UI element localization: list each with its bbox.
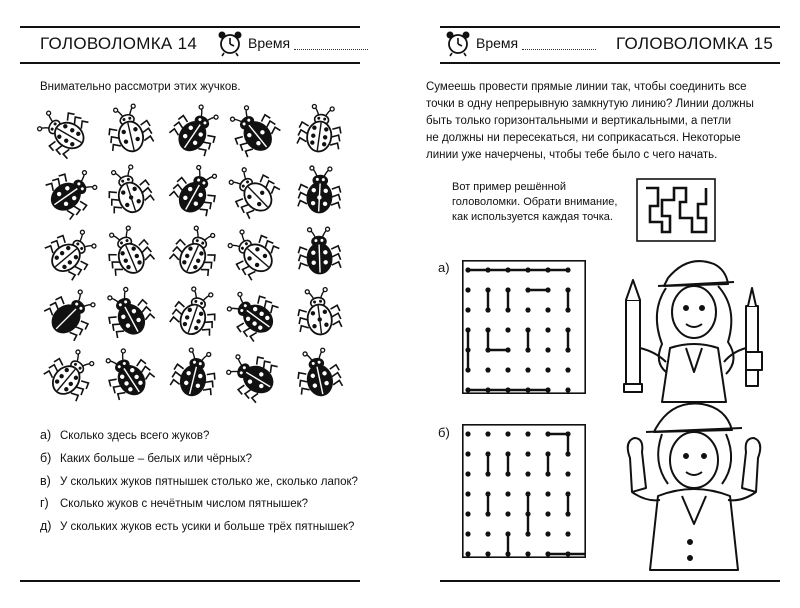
puzzle-dot[interactable] [505, 511, 510, 516]
puzzle-dot[interactable] [485, 307, 490, 312]
ladybug-icon [40, 343, 102, 405]
puzzle-dot[interactable] [565, 387, 570, 392]
bottom-rule [440, 580, 780, 582]
puzzle-dot[interactable] [565, 531, 570, 536]
puzzle-dot[interactable] [565, 347, 570, 352]
puzzle-dot[interactable] [505, 451, 510, 456]
puzzle-dot[interactable] [505, 491, 510, 496]
ladybug-icon [98, 282, 157, 342]
ladybug-icon [168, 283, 223, 340]
puzzle-dot[interactable] [465, 511, 470, 516]
puzzle-dot[interactable] [465, 287, 470, 292]
time-box [216, 29, 376, 57]
time-answer-line[interactable] [294, 49, 368, 50]
puzzle-dot[interactable] [545, 431, 550, 436]
ladybug-icon [295, 286, 342, 337]
puzzle-dot[interactable] [505, 267, 510, 272]
question-a [40, 428, 209, 442]
question-d [40, 496, 308, 510]
question-text: У скольких жуков пятнышек столько же, сколько лапок? [60, 476, 358, 488]
girl-with-pencil-illustration [624, 261, 762, 402]
ladybug-icon [100, 222, 157, 281]
time-label: Время [248, 35, 291, 51]
puzzle-dot[interactable] [565, 551, 570, 556]
puzzle-dot[interactable] [545, 287, 550, 292]
puzzle-dot[interactable] [525, 367, 530, 372]
ladybug-icon [104, 102, 155, 156]
puzzle-dot[interactable] [565, 287, 570, 292]
ladybug-icon [222, 102, 284, 161]
puzzle-dot[interactable] [525, 267, 530, 272]
puzzle-dot[interactable] [565, 511, 570, 516]
puzzle-dot[interactable] [545, 451, 550, 456]
puzzle-dot[interactable] [465, 551, 470, 556]
puzzle-dot[interactable] [545, 347, 550, 352]
puzzle-dot[interactable] [485, 387, 490, 392]
puzzle-dot[interactable] [525, 431, 530, 436]
top-rule [440, 26, 780, 28]
puzzle-dot[interactable] [545, 491, 550, 496]
ladybug-icon [167, 160, 226, 221]
ladybug-grid [36, 102, 364, 412]
ladybug-icon [169, 345, 221, 400]
puzzle-dot[interactable] [525, 511, 530, 516]
puzzle-dot[interactable] [485, 367, 490, 372]
puzzle-dot[interactable] [505, 471, 510, 476]
question-text: Каких больше – белых или чёрных? [60, 453, 253, 465]
puzzle-dot[interactable] [545, 327, 550, 332]
puzzle-dot[interactable] [505, 307, 510, 312]
intro-line: быть только горизонтальными и вертикальными, а петли [426, 115, 731, 127]
puzzle-dot[interactable] [465, 387, 470, 392]
puzzle-dot[interactable] [545, 307, 550, 312]
puzzle-dot[interactable] [505, 287, 510, 292]
top-rule [20, 26, 360, 28]
puzzle-dot[interactable] [485, 531, 490, 536]
example-line: Вот пример решённой [452, 181, 566, 193]
question-marker: д) [40, 519, 52, 533]
intro-line: Сумеешь провести прямые линии так, чтобы соединить все [426, 81, 747, 93]
page-title: ГОЛОВОЛОМКА 14 [40, 34, 198, 53]
puzzle-dot[interactable] [565, 491, 570, 496]
puzzle-dot[interactable] [505, 431, 510, 436]
girl-with-brush-illustration [628, 404, 761, 571]
question-e [40, 519, 354, 533]
puzzle-dot[interactable] [525, 287, 530, 292]
puzzle-dot[interactable] [485, 347, 490, 352]
intro-line: не должны ни пересекаться, ни соприкасаться. Некоторые [426, 132, 741, 144]
page-title: ГОЛОВОЛОМКА 15 [616, 34, 774, 53]
puzzle-dot[interactable] [525, 471, 530, 476]
puzzle-dot[interactable] [545, 531, 550, 536]
question-marker: в) [40, 474, 51, 488]
example-line: как используется каждая точка. [452, 211, 613, 223]
puzzle-dot[interactable] [465, 307, 470, 312]
puzzle-dot[interactable] [485, 327, 490, 332]
puzzle-dot[interactable] [485, 511, 490, 516]
intro-text [426, 79, 754, 164]
intro-text: Внимательно рассмотри этих жучков. [40, 81, 241, 93]
puzzle-dot[interactable] [525, 451, 530, 456]
puzzle-dot[interactable] [525, 531, 530, 536]
title-underline [440, 62, 780, 64]
ladybug-icon [102, 161, 156, 218]
question-text: Сколько здесь всего жуков? [60, 430, 210, 442]
puzzle-dot[interactable] [565, 327, 570, 332]
ladybug-icon [41, 282, 103, 344]
bottom-rule [20, 580, 360, 582]
example-text [452, 180, 617, 225]
puzzle-dot[interactable] [565, 267, 570, 272]
puzzle-dot[interactable] [565, 451, 570, 456]
question-marker: а) [40, 428, 52, 442]
right-page [400, 0, 800, 608]
puzzle-dot[interactable] [565, 367, 570, 372]
puzzle-dot[interactable] [505, 531, 510, 536]
time-label: Время [476, 35, 519, 51]
puzzle-dot[interactable] [545, 387, 550, 392]
puzzle-dot[interactable] [525, 327, 530, 332]
puzzle-b-label: б) [438, 425, 450, 440]
puzzle-dot[interactable] [485, 267, 490, 272]
puzzle-dot[interactable] [465, 367, 470, 372]
question-text: У скольких жуков есть усики и больше трёх пятнышек? [60, 521, 355, 533]
puzzle-dot[interactable] [465, 347, 470, 352]
question-b [40, 451, 252, 465]
puzzle-dot[interactable] [485, 431, 490, 436]
puzzle-dot[interactable] [505, 327, 510, 332]
puzzle-dot[interactable] [545, 551, 550, 556]
dot-puzzle-b[interactable] [462, 424, 586, 558]
puzzle-dot[interactable] [545, 511, 550, 516]
puzzle-dot[interactable] [525, 551, 530, 556]
puzzle-dot[interactable] [485, 451, 490, 456]
puzzle-dot[interactable] [525, 307, 530, 312]
puzzle-dot[interactable] [485, 551, 490, 556]
ladybug-icon [42, 162, 104, 223]
puzzle-dot[interactable] [465, 431, 470, 436]
puzzle-dot[interactable] [565, 431, 570, 436]
ladybug-icon [293, 346, 344, 400]
ladybug-icon [298, 227, 342, 274]
puzzle-dot[interactable] [465, 531, 470, 536]
question-marker: г) [40, 496, 49, 510]
time-answer-line[interactable] [522, 49, 596, 50]
puzzle-dot[interactable] [465, 451, 470, 456]
puzzle-dot[interactable] [485, 287, 490, 292]
intro-line: точки в одну непрерывную замкнутую линию? Линии должны [426, 98, 754, 110]
puzzle-dot[interactable] [545, 367, 550, 372]
time-box [444, 29, 604, 57]
ladybug-icon [167, 221, 224, 280]
example-solved-puzzle [636, 178, 716, 242]
dot-puzzle-a[interactable] [462, 260, 586, 394]
ladybug-icon [221, 222, 283, 284]
ladybug-icon [296, 103, 344, 154]
puzzle-a-label: а) [438, 260, 450, 275]
example-line: головоломки. Обрати внимание, [452, 196, 618, 208]
puzzle-dot[interactable] [505, 551, 510, 556]
puzzle-dot[interactable] [525, 347, 530, 352]
puzzle-dot[interactable] [525, 491, 530, 496]
puzzle-dot[interactable] [505, 347, 510, 352]
ladybug-icon [41, 222, 103, 284]
puzzle-dot[interactable] [465, 267, 470, 272]
ladybug-icon [167, 102, 228, 160]
ladybug-icon [221, 346, 282, 406]
puzzle-dot[interactable] [485, 471, 490, 476]
puzzle-frame [463, 261, 585, 393]
puzzle-dot[interactable] [565, 471, 570, 476]
puzzle-dot[interactable] [505, 367, 510, 372]
alarm-clock-icon [216, 29, 244, 57]
alarm-clock-icon [444, 29, 472, 57]
puzzle-dot[interactable] [465, 491, 470, 496]
puzzle-dot[interactable] [465, 327, 470, 332]
ladybug-icon [36, 102, 93, 161]
ladybug-icon [221, 283, 283, 344]
puzzle-dot[interactable] [545, 267, 550, 272]
ladybug-icon [298, 165, 342, 213]
puzzle-dot[interactable] [505, 387, 510, 392]
puzzle-dot[interactable] [525, 387, 530, 392]
girls-illustration [606, 252, 786, 572]
ladybug-icon [97, 343, 157, 404]
intro-line: линии уже начерчены, чтобы тебе было с чего начать. [426, 149, 718, 161]
puzzle-dot[interactable] [485, 491, 490, 496]
title-underline [20, 62, 360, 64]
question-c [40, 474, 358, 488]
question-text: Сколько жуков с нечётным числом пятнышек? [60, 498, 309, 510]
puzzle-dot[interactable] [565, 307, 570, 312]
puzzle-dot[interactable] [465, 471, 470, 476]
puzzle-dot[interactable] [545, 471, 550, 476]
ladybug-icon [221, 160, 283, 222]
question-marker: б) [40, 451, 52, 465]
